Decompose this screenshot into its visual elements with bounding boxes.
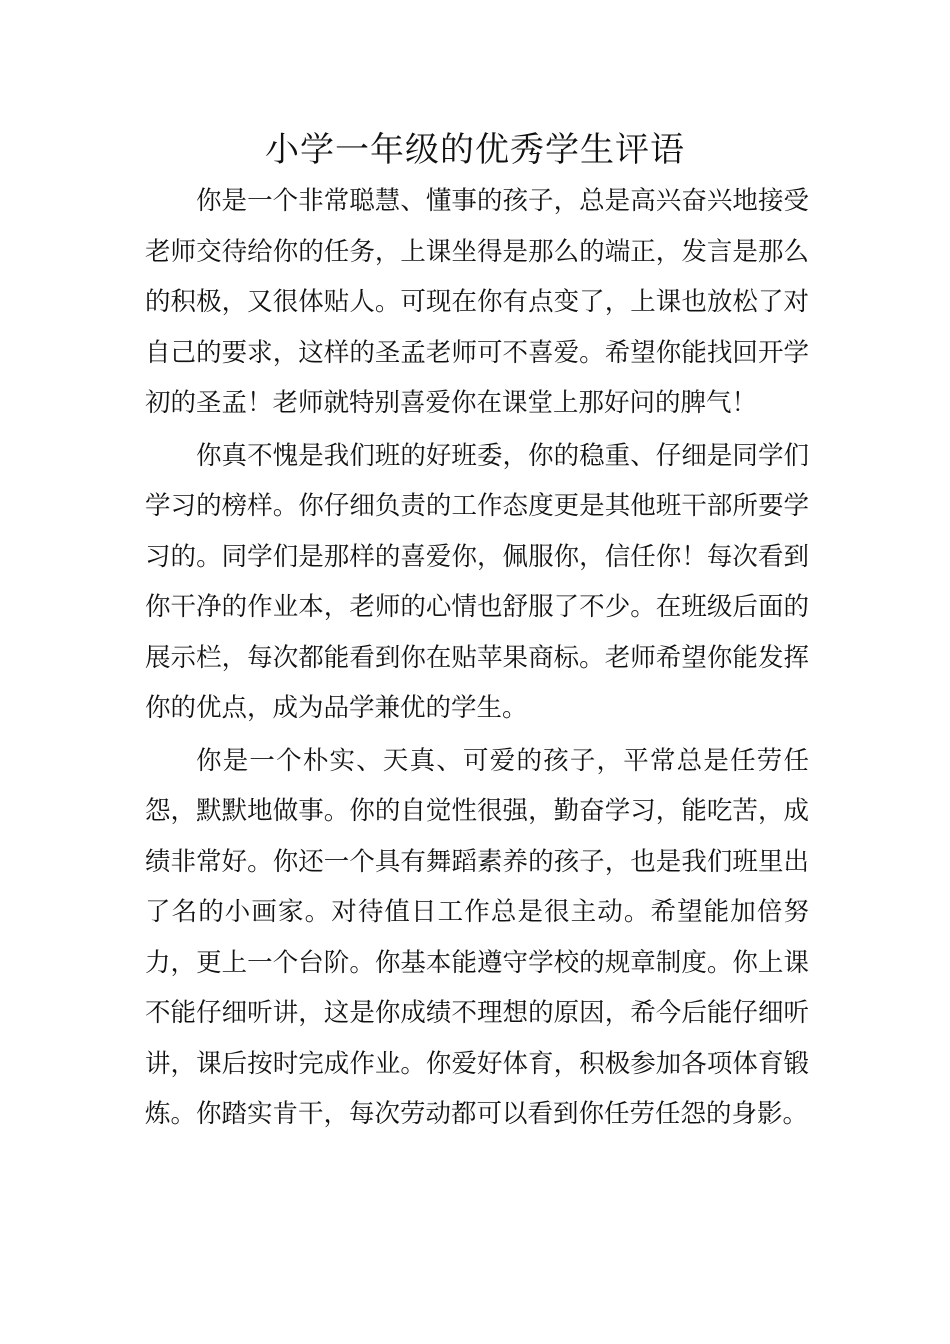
document-title: 小学一年级的优秀学生评语: [265, 130, 685, 170]
comment-paragraph-3: 你是一个朴实、天真、可爱的孩子，平常总是任劳任怨，默默地做事。你的自觉性很强，勤奋学习，能吃苦，成绩非常好。你还一个具有舞蹈素养的孩子，也是我们班里出了名的小画家。对待值日工作总是很主动。希望能加倍努力，更上一个台阶。你基本能遵守学校的规章制度。你上课不能仔细听讲，这是你成绩不理想的原因，希今后能仔细听讲，课后按时完成作业。你爱好体育，积极参加各项体育锻炼。你踏实肯干，每次劳动都可以看到你任劳任怨的身影。: [145, 745, 809, 1129]
comment-paragraph-2: 你真不愧是我们班的好班委，你的稳重、仔细是同学们学习的榜样。你仔细负责的工作态度更是其他班干部所要学习的。同学们是那样的喜爱你，佩服你，信任你！每次看到你干净的作业本，老师的心情也舒服了不少。在班级后面的展示栏，每次都能看到你在贴苹果商标。老师希望你能发挥你的优点，成为品学兼优的学生。: [145, 440, 809, 723]
document-body: [145, 176, 809, 1140]
comment-paragraph-1: 你是一个非常聪慧、懂事的孩子，总是高兴奋兴地接受老师交待给你的任务，上课坐得是那么的端正，发言是那么的积极，又很体贴人。可现在你有点变了，上课也放松了对自己的要求，这样的圣孟老师可不喜爱。希望你能找回开学初的圣孟！老师就特别喜爱你在课堂上那好问的脾气！: [145, 186, 809, 418]
